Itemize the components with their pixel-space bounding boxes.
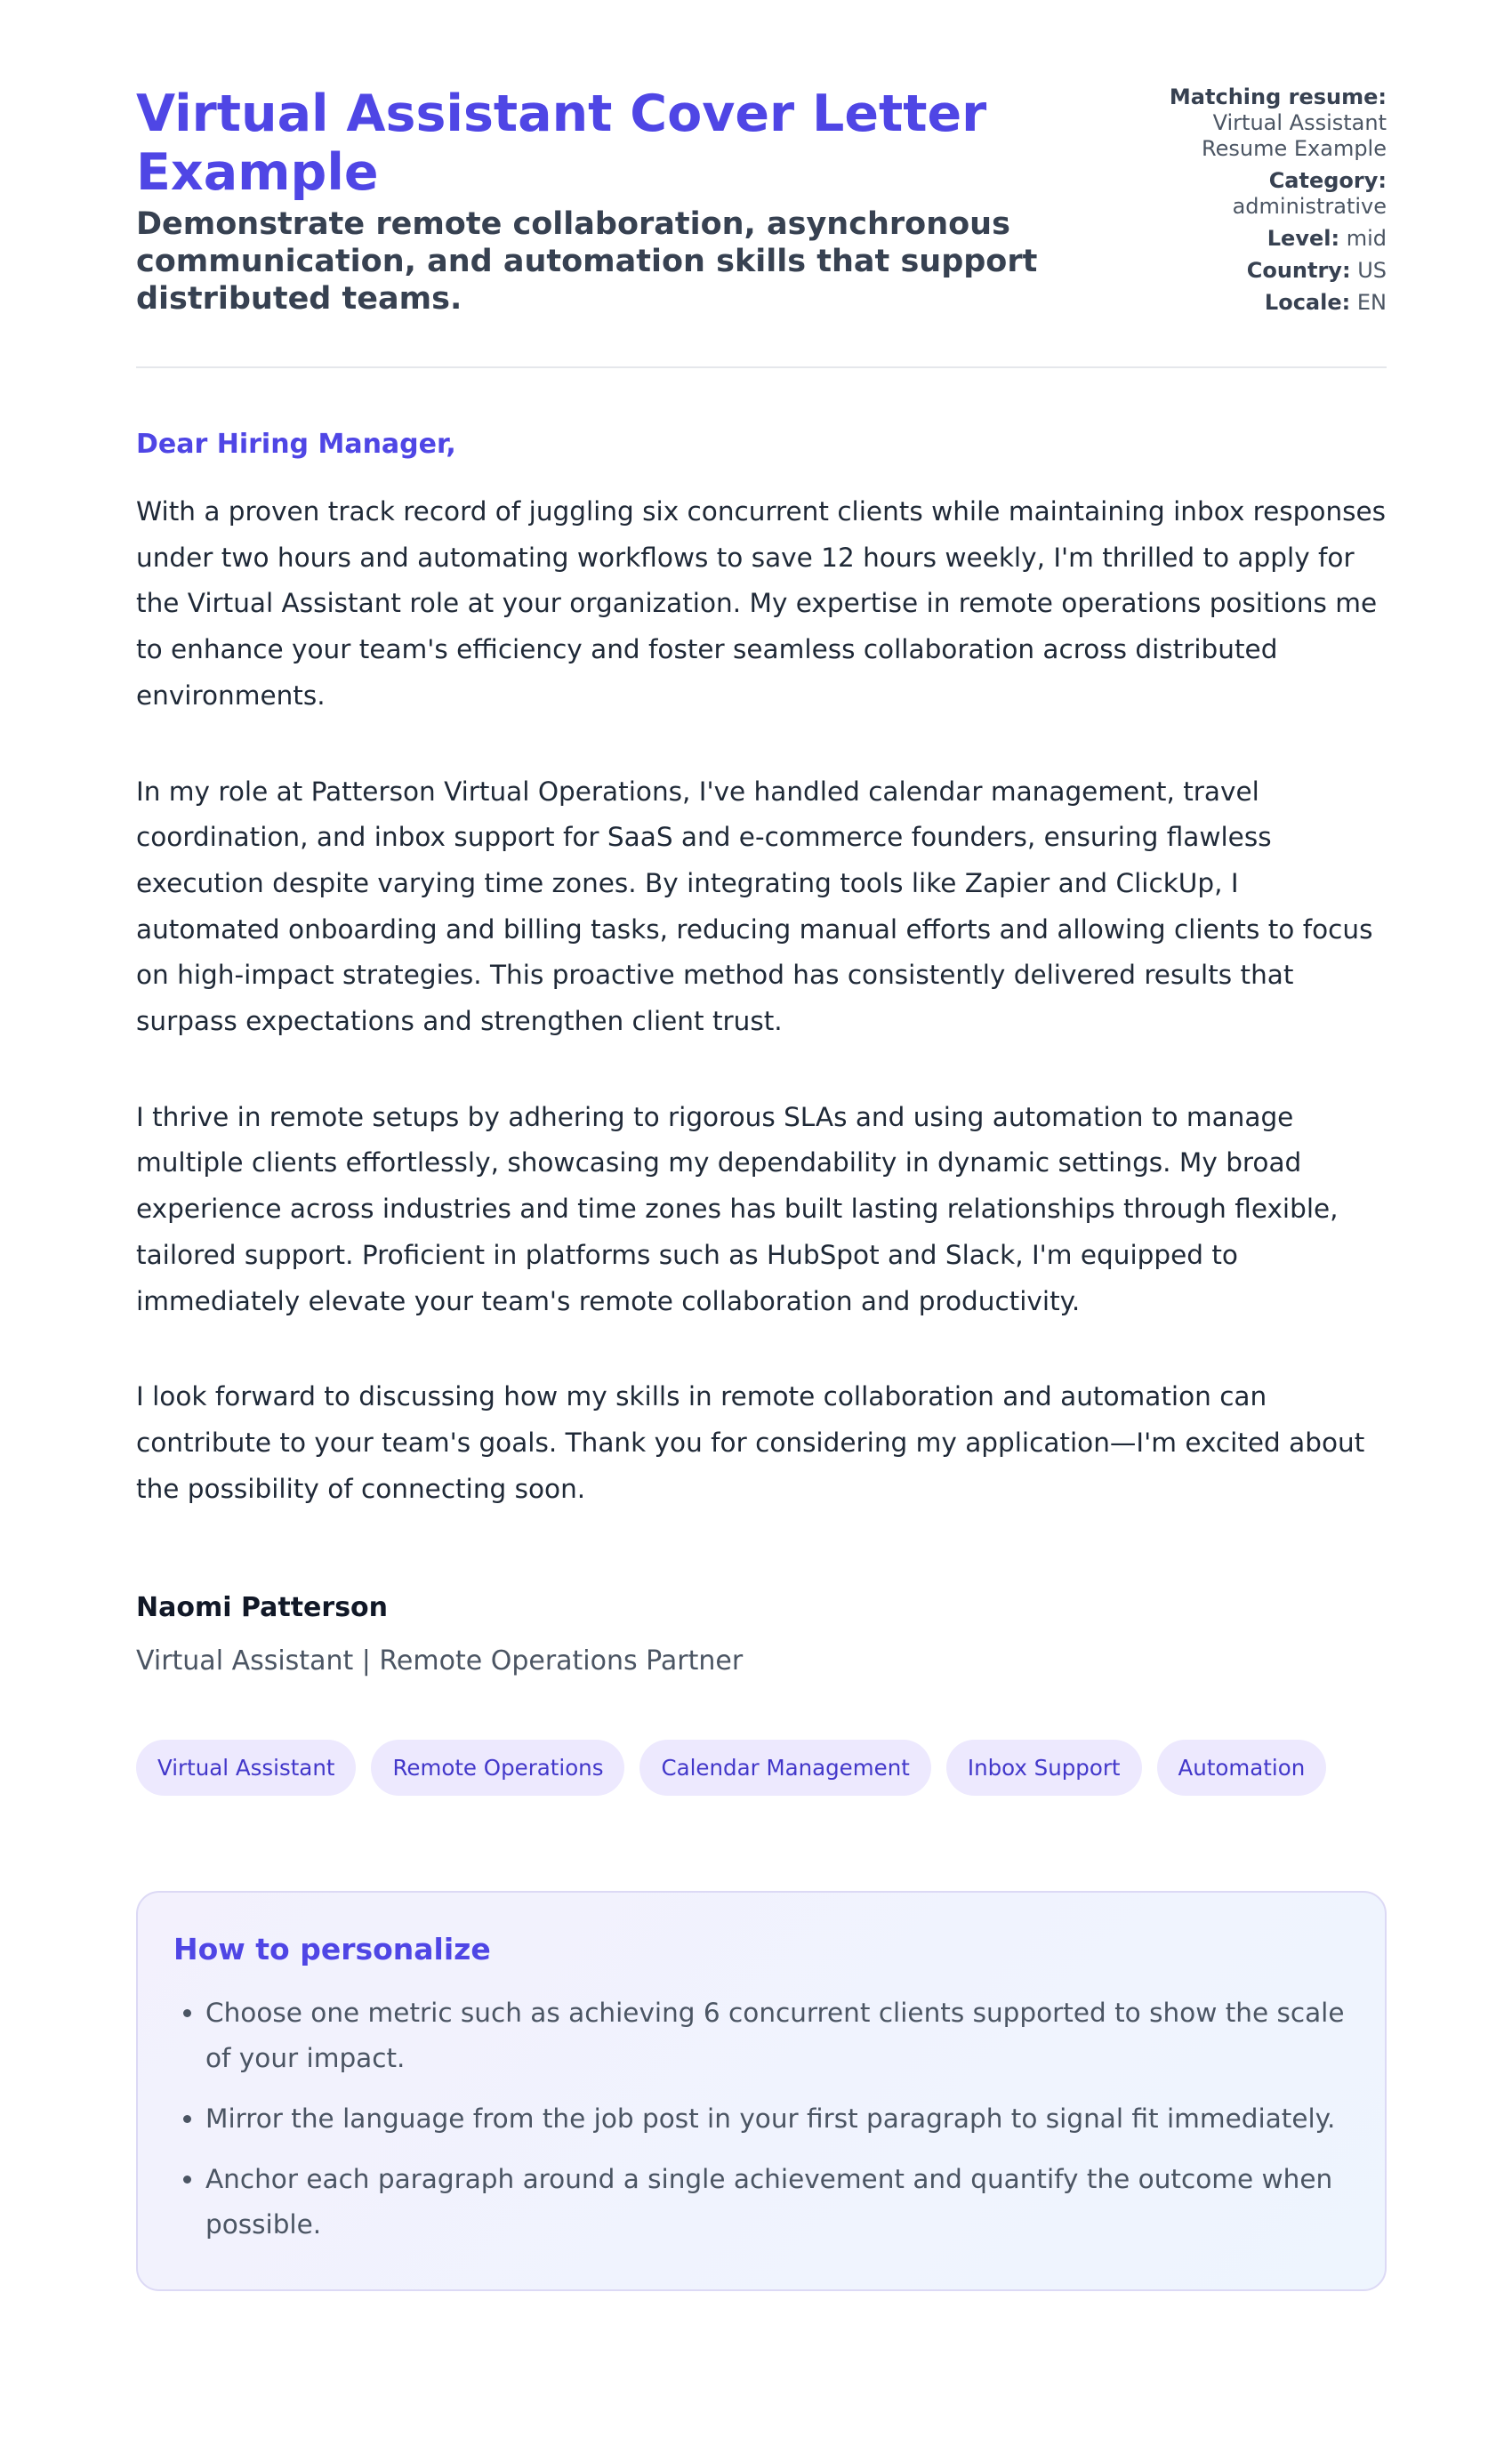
- letter-paragraph: I thrive in remote setups by adhering to rigorous SLAs and using automation to manage multiple clients effortlessly, showcasing my dependability in dynamic settings. My broad experience across industries and time zones has built lasting relationships through flexible, tailored support. Proficient in platforms such as HubSpot and Slack, I'm equipped to immediately elevate your team's remote collaboration and productivity.: [136, 1101, 1339, 1316]
- tag[interactable]: Inbox Support: [946, 1740, 1142, 1796]
- tip-item: • Choose one metric such as achieving 6 concurrent clients supported to show the scale of your impact.: [205, 1991, 1349, 2081]
- meta-locale: [1170, 290, 1387, 316]
- title-block: [136, 84, 1097, 318]
- header-divider: [136, 366, 1387, 368]
- signature-title: Virtual Assistant | Remote Operations Partner: [136, 1645, 744, 1677]
- cover-letter-page: [136, 0, 1387, 2291]
- meta-value: EN: [1356, 290, 1387, 315]
- tag[interactable]: Automation: [1157, 1740, 1327, 1796]
- tag-list: [136, 1740, 1387, 1796]
- page-header: [136, 84, 1387, 322]
- meta-label: Category:: [1268, 168, 1387, 193]
- matching-resume-link[interactable]: Virtual Assistant Resume Example: [1202, 110, 1387, 161]
- page-subtitle: Demonstrate remote collaboration, asynchronous communication, and automation skills that support distributed teams.: [136, 206, 1038, 317]
- tag[interactable]: Remote Operations: [371, 1740, 624, 1796]
- meta-panel: [1170, 84, 1387, 322]
- letter-paragraph: I look forward to discussing how my skills in remote collaboration and automation can contribute to your team's goals. Thank you for considering my application—I'm excited about the possibility of connecting soon.: [136, 1381, 1365, 1504]
- meta-country: [1170, 258, 1387, 284]
- tips-list: [173, 1991, 1349, 2248]
- tip-item: • Mirror the language from the job post in your first paragraph to signal fit immediately.: [205, 2096, 1349, 2142]
- letter-body: [136, 489, 1387, 1512]
- meta-category: [1170, 168, 1387, 220]
- tip-item: • Anchor each paragraph around a single achievement and quantify the outcome when possible.: [205, 2157, 1349, 2248]
- tips-heading: How to personalize: [173, 1932, 491, 1967]
- meta-level: [1170, 226, 1387, 252]
- letter-paragraph: In my role at Patterson Virtual Operations, I've handled calendar management, travel coordination, and inbox support for SaaS and e-commerce founders, ensuring flawless execution despite varying time zones. By integrating tools like Zapier and ClickUp, I automated onboarding and billing tasks, reducing manual efforts and allowing clients to focus on high-impact strategies. This proactive method has consistently delivered results that surpass expectations and strengthen client trust.: [136, 776, 1373, 1037]
- tag[interactable]: Calendar Management: [639, 1740, 930, 1796]
- signature-name: Naomi Patterson: [136, 1592, 389, 1624]
- meta-matching-resume: [1170, 84, 1387, 162]
- meta-label: Country:: [1246, 258, 1351, 283]
- meta-value: mid: [1346, 226, 1387, 251]
- meta-label: Matching resume:: [1169, 84, 1387, 109]
- meta-label: Level:: [1267, 226, 1340, 251]
- page-title: Virtual Assistant Cover Letter Example: [136, 84, 987, 202]
- salutation: Dear Hiring Manager,: [136, 429, 456, 460]
- meta-value: US: [1357, 258, 1387, 283]
- meta-label: Locale:: [1264, 290, 1351, 315]
- tag[interactable]: Virtual Assistant: [136, 1740, 356, 1796]
- meta-value: administrative: [1232, 194, 1387, 219]
- letter-paragraph: With a proven track record of juggling six concurrent clients while maintaining inbox responses under two hours and automating workflows to save 12 hours weekly, I'm thrilled to apply for the Virtual Assistant role at your organization. My expertise in remote operations positions me to enhance your team's efficiency and foster seamless collaboration across distributed environments.: [136, 496, 1387, 711]
- personalize-tips-box: [136, 1891, 1387, 2291]
